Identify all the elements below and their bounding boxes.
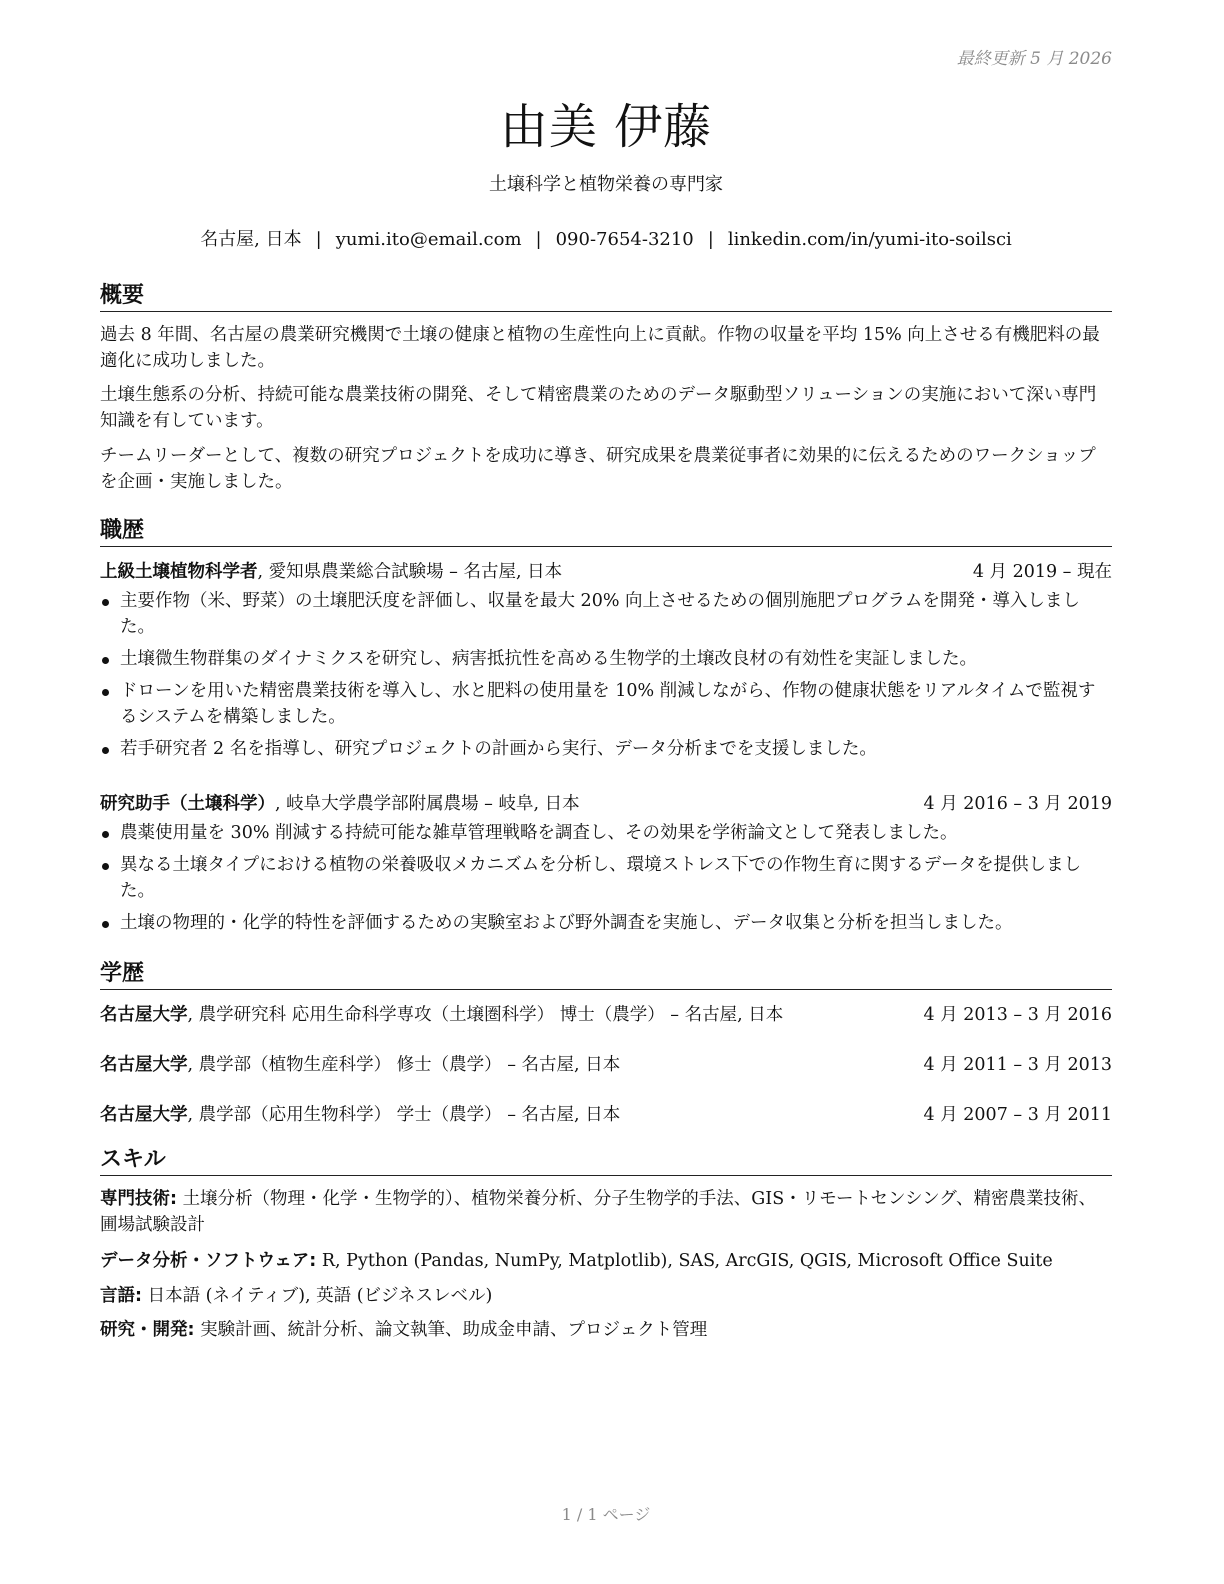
education-row xyxy=(100,1001,1112,1026)
job-header xyxy=(100,790,1112,815)
skill-line xyxy=(100,1248,1112,1274)
job-bullets xyxy=(100,588,1112,768)
resume-page xyxy=(100,0,1112,1584)
education-detail: , 農学部（植物生産科学） 修士（農学） – 名古屋, 日本 xyxy=(187,1055,621,1075)
education-line xyxy=(100,1001,783,1026)
skill-value: R, Python (Pandas, NumPy, Matplotlib), SAS, ArcGIS, QGIS, Microsoft Office Suite xyxy=(316,1251,1053,1271)
contact-separator: | xyxy=(535,229,542,250)
job-bullets xyxy=(100,820,1112,942)
list-item: 若手研究者 2 名を指導し、研究プロジェクトの計画から実行、データ分析までを支援しました。 xyxy=(100,736,1112,762)
education-row xyxy=(100,1051,1112,1076)
job-org: , 岐阜大学農学部附属農場 – 岐阜, 日本 xyxy=(275,794,580,814)
contact-separator: | xyxy=(315,229,322,250)
skill-label: 言語: xyxy=(100,1286,142,1306)
skill-label: 専門技術: xyxy=(100,1189,177,1209)
skill-label: 研究・開発: xyxy=(100,1320,195,1340)
summary-paragraph: 土壌生態系の分析、持続可能な農業技術の開発、そして精密農業のためのデータ駆動型ソリューションの実施において深い専門知識を有しています。 xyxy=(100,385,1097,431)
summary-paragraph: 過去 8 年間、名古屋の農業研究機関で土壌の健康と植物の生産性向上に貢献。作物の収量を平均 15% 向上させる有機肥料の最適化に成功しました。 xyxy=(100,325,1100,371)
section-title-education: 学歴 xyxy=(100,956,1112,990)
contact-email[interactable]: yumi.ito@email.com xyxy=(335,229,522,250)
skill-value: 日本語 (ネイティブ), 英語 (ビジネスレベル) xyxy=(142,1286,493,1306)
education-detail: , 農学研究科 応用生命科学専攻（土壌圏科学） 博士（農学） – 名古屋, 日本 xyxy=(187,1005,784,1025)
skill-line xyxy=(100,1186,1112,1238)
job-title-line xyxy=(100,790,580,815)
education-school: 名古屋大学 xyxy=(100,1005,188,1025)
job-role: 研究助手（土壌科学） xyxy=(100,794,275,814)
person-name: 由美 伊藤 xyxy=(499,99,713,155)
contact-phone: 090-7654-3210 xyxy=(555,229,694,250)
education-detail: , 農学部（応用生物科学） 学士（農学） – 名古屋, 日本 xyxy=(187,1105,621,1125)
job-dates: 4 月 2019 – 現在 xyxy=(972,562,1112,582)
contact-linkedin[interactable]: linkedin.com/in/yumi-ito-soilsci xyxy=(727,229,1012,250)
skill-value: 土壌分析（物理・化学・生物学的）、植物栄養分析、分子生物学的手法、GIS・リモートセンシング、精密農業技術、圃場試験設計 xyxy=(100,1189,1097,1235)
person-subtitle: 土壌科学と植物栄養の専門家 xyxy=(489,174,723,195)
education-dates: 4 月 2011 – 3 月 2013 xyxy=(923,1055,1112,1075)
contact-separator: | xyxy=(707,229,714,250)
education-dates: 4 月 2007 – 3 月 2011 xyxy=(923,1105,1112,1125)
education-dates: 4 月 2013 – 3 月 2016 xyxy=(923,1005,1112,1025)
list-item: 農薬使用量を 30% 削減する持続可能な雑草管理戦略を調査し、その効果を学術論文として発表しました。 xyxy=(100,820,1112,846)
last-updated: 最終更新 5 月 2026 xyxy=(956,49,1112,69)
skill-line xyxy=(100,1283,1112,1309)
education-line xyxy=(100,1101,620,1126)
job-role: 上級土壌植物科学者 xyxy=(100,562,258,582)
summary-paragraph: チームリーダーとして、複数の研究プロジェクトを成功に導き、研究成果を農業従事者に効果的に伝えるためのワークショップを企画・実施しました。 xyxy=(100,446,1096,492)
job-header xyxy=(100,558,1112,583)
skill-value: 実験計画、統計分析、論文執筆、助成金申請、プロジェクト管理 xyxy=(194,1320,708,1340)
contact-location: 名古屋, 日本 xyxy=(200,229,302,250)
education-school: 名古屋大学 xyxy=(100,1105,188,1125)
job-org: , 愛知県農業総合試験場 – 名古屋, 日本 xyxy=(257,562,563,582)
list-item: 主要作物（米、野菜）の土壌肥沃度を評価し、収量を最大 20% 向上させるための個別施肥プログラムを開発・導入しました。 xyxy=(100,588,1112,640)
education-line xyxy=(100,1051,620,1076)
section-title-experience: 職歴 xyxy=(100,513,1112,547)
section-title-skills: スキル xyxy=(100,1142,1112,1176)
contact-line xyxy=(100,225,1112,251)
job-dates: 4 月 2016 – 3 月 2019 xyxy=(923,794,1112,814)
list-item: 土壌の物理的・化学的特性を評価するための実験室および野外調査を実施し、データ収集と分析を担当しました。 xyxy=(100,910,1112,936)
list-item: 異なる土壌タイプにおける植物の栄養吸収メカニズムを分析し、環境ストレス下での作物生育に関するデータを提供しました。 xyxy=(100,852,1112,904)
section-title-summary: 概要 xyxy=(100,278,1112,312)
job-title-line xyxy=(100,558,562,583)
education-school: 名古屋大学 xyxy=(100,1055,188,1075)
list-item: ドローンを用いた精密農業技術を導入し、水と肥料の使用量を 10% 削減しながら、作物の健康状態をリアルタイムで監視するシステムを構築しました。 xyxy=(100,678,1112,730)
education-row xyxy=(100,1101,1112,1126)
skill-line xyxy=(100,1317,1112,1343)
list-item: 土壌微生物群集のダイナミクスを研究し、病害抵抗性を高める生物学的土壌改良材の有効性を実証しました。 xyxy=(100,646,1112,672)
page-number: 1 / 1 ページ xyxy=(561,1505,651,1524)
skill-label: データ分析・ソフトウェア: xyxy=(100,1251,317,1271)
